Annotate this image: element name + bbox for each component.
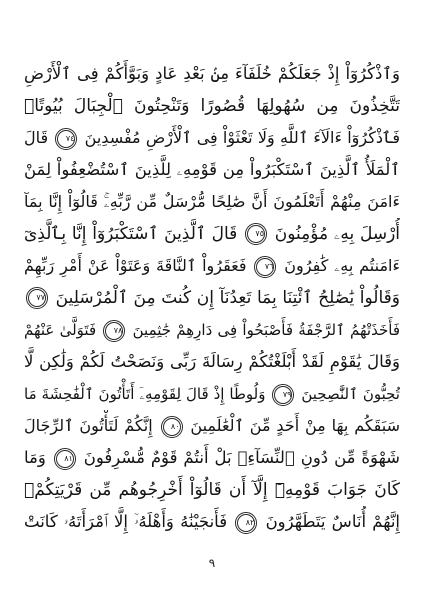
verse-text: وَلُوطًا إِذْ قَالَ لِقَوْمِهِۦٓ أَتَأْتُونَ ٱلْفَٰحِشَةَ مَا: [24, 385, 266, 403]
text-line: [24, 314, 400, 346]
verse-text-block: [24, 58, 400, 538]
verse-text: إِنَّكُمْ لَتَأْتُونَ ٱلرِّجَالَ: [24, 416, 153, 435]
text-line: [24, 122, 400, 154]
verse-text: وَقَالُواْ يَٰصَٰلِحُ ٱئْتِنَا بِمَا تَعِدُنَآ إِن كُنتَ مِنَ ٱلْمُرْسَلِينَ: [55, 288, 400, 308]
verse-text: فَتَوَلَّىٰ عَنْهُمْ: [24, 321, 97, 339]
ayah-number-marker: ٧٩: [272, 384, 294, 406]
verse-text: ءَامَنتُم بِهِۦ كَٰفِرُونَ: [284, 256, 400, 275]
verse-text: وَمَا: [24, 448, 46, 467]
ayah-number-marker: ٧٥: [245, 223, 267, 245]
verse-text: فَٱذْكُرُوٓاْ ءَالَآءَ ٱللَّهِ وَلَا تَعْثَوْاْ فِى ٱلْأَرْضِ مُفْسِدِينَ: [84, 128, 400, 147]
ayah-number-marker: ٧٧: [26, 287, 48, 309]
text-line: [24, 282, 400, 314]
ayah-number-marker: ٨٢: [235, 512, 257, 534]
text-line: [24, 442, 400, 474]
ayah-number-marker: ٨٠: [161, 416, 183, 438]
text-line: [24, 58, 400, 90]
text-line: [24, 250, 400, 282]
verse-text: تَتَّخِذُونَ مِن سُهُولِهَا قُصُورًا وَتَنْحِتُونَ ٱلْجِبَالَ بُيُوتًاۖ: [24, 96, 400, 116]
text-line: [24, 378, 400, 410]
verse-text: كَانَ جَوَابَ قَوْمِهِۦٓ إِلَّآ أَن قَالُوٓاْ أَخْرِجُوهُم مِّن قَرْيَتِكُمْۖ: [24, 480, 400, 500]
verse-text: أُرْسِلَ بِهِۦ مُؤْمِنُونَ: [274, 224, 400, 244]
text-line: [24, 410, 400, 442]
verse-text: إِنَّهُمْ أُنَاسٌ يَتَطَهَّرُونَ: [265, 512, 400, 531]
verse-text: قَالَ ٱلَّذِينَ ٱسْتَكْبَرُوٓاْ إِنَّا بِٱلَّذِىٓ: [24, 224, 238, 244]
verse-text: سَبَقَكُم بِهَا مِنْ أَحَدٍ مِّنَ ٱلْعَٰلَمِينَ: [190, 416, 400, 435]
verse-text: شَهْوَةً مِّن دُونِ ٱلنِّسَآءِۚ بَلْ أَنتُمْ قَوْمٌ مُّسْرِفُونَ: [83, 448, 400, 467]
verse-text: فَعَقَرُواْ ٱلنَّاقَةَ وَعَتَوْاْ عَنْ أَمْرِ رَبِّهِمْ: [24, 256, 247, 275]
ayah-number-marker: ٧٤: [55, 128, 77, 150]
verse-text: وَٱذْكُرُوٓاْ إِذْ جَعَلَكُمْ خُلَفَآءَ مِنۢ بَعْدِ عَادٍ وَبَوَّأَكُمْ فِى ٱلْأَرْضِ: [24, 64, 400, 83]
text-line: [24, 474, 400, 506]
verse-text: تُحِبُّونَ ٱلنَّٰصِحِينَ: [301, 385, 400, 403]
ayah-number-marker: ٧٨: [103, 320, 125, 342]
verse-text: ٱلْمَلَأُ ٱلَّذِينَ ٱسْتَكْبَرُواْ مِن قَوْمِهِۦ لِلَّذِينَ ٱسْتُضْعِفُواْ لِمَنْ: [24, 160, 400, 179]
text-line: [24, 90, 400, 122]
ayah-number-marker: ٧٦: [254, 256, 276, 278]
text-line: [24, 346, 400, 378]
page-number: ٩: [208, 556, 216, 570]
verse-text: ءَامَنَ مِنْهُمْ أَتَعْلَمُونَ أَنَّ صَٰلِحًا مُّرْسَلٌ مِّن رَّبِّهِۦۚ قَالُوٓاْ إِنَّا بِمَآ: [24, 192, 400, 211]
verse-text: قَالَ: [24, 128, 49, 147]
text-line: [24, 186, 400, 218]
verse-text: وَقَالَ يَٰقَوْمِ لَقَدْ أَبْلَغْتُكُمْ رِسَالَةَ رَبِّى وَنَصَحْتُ لَكُمْ وَلَٰكِن لَّا: [24, 352, 400, 371]
text-line: [24, 154, 400, 186]
text-line: [24, 506, 400, 538]
verse-text: فَأَنجَيْنَٰهُ وَأَهْلَهُۥٓ إِلَّا ٱمْرَأَتَهُۥ كَانَتْ: [24, 512, 228, 531]
ayah-number-marker: ٨١: [54, 448, 76, 470]
verse-text: فَأَخَذَتْهُمُ ٱلرَّجْفَةُ فَأَصْبَحُواْ فِى دَارِهِمْ جَٰثِمِينَ: [132, 321, 400, 339]
text-line: [24, 218, 400, 250]
